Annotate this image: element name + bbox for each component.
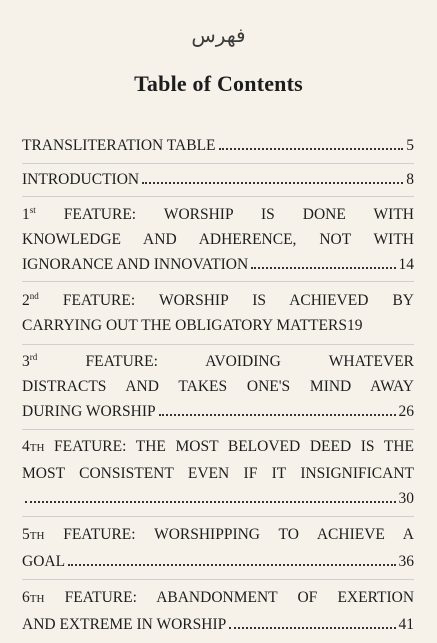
feature-number: 3 bbox=[22, 353, 30, 370]
page-number: 26 bbox=[398, 403, 414, 420]
dot-leader bbox=[25, 501, 396, 503]
toc-entry-feature-4[interactable] bbox=[22, 430, 414, 517]
entry-line bbox=[22, 202, 414, 227]
toc-entry-feature-1[interactable] bbox=[22, 197, 414, 282]
dot-leader bbox=[68, 564, 395, 566]
entry-line bbox=[22, 288, 414, 313]
entry-line: MOST CONSISTENT EVEN IF IT INSIGNIFICANT bbox=[22, 465, 414, 482]
ordinal-suffix: TH bbox=[29, 593, 45, 605]
feature-number: 6 bbox=[22, 589, 30, 606]
entry-title-line: FEATURE: WORSHIP IS DONE WITH bbox=[63, 206, 414, 223]
page-number: 14 bbox=[398, 256, 414, 273]
toc-list bbox=[22, 128, 414, 643]
dot-leader bbox=[219, 148, 404, 150]
toc-entry-feature-2[interactable] bbox=[22, 282, 414, 345]
ordinal-suffix: nd bbox=[29, 290, 39, 301]
entry-title-line: IGNORANCE AND INNOVATION bbox=[22, 256, 249, 273]
toc-entry-transliteration[interactable] bbox=[22, 128, 414, 164]
dot-leader bbox=[142, 182, 403, 184]
ordinal-suffix: TH bbox=[29, 530, 45, 542]
dot-leader bbox=[229, 627, 395, 629]
entry-title-line: DURING WORSHIP bbox=[22, 403, 156, 420]
entry-title: TRANSLITERATION TABLE bbox=[22, 137, 216, 154]
entry-title-line: FEATURE: AVOIDING WHATEVER bbox=[85, 353, 414, 370]
entry-title: INTRODUCTION bbox=[22, 171, 140, 188]
toc-entry-introduction[interactable] bbox=[22, 164, 414, 197]
ordinal-suffix: rd bbox=[29, 351, 38, 362]
dot-leader bbox=[159, 414, 396, 416]
page-number: 41 bbox=[398, 616, 414, 633]
entry-line bbox=[22, 313, 414, 338]
feature-number: 4 bbox=[22, 438, 30, 455]
toc-entry-feature-6[interactable] bbox=[22, 580, 414, 643]
ordinal-suffix: TH bbox=[29, 442, 45, 454]
entry-title-line: AND EXTREME IN WORSHIP bbox=[22, 616, 227, 633]
entry-title-line: FEATURE: WORSHIPPING TO ACHIEVE A bbox=[63, 526, 414, 543]
page-number: 8 bbox=[406, 171, 414, 188]
entry-title-line: FEATURE: WORSHIP IS ACHIEVED BY bbox=[62, 292, 414, 309]
entry-line bbox=[22, 522, 414, 549]
page-number: 30 bbox=[398, 490, 414, 507]
page-number: 19 bbox=[346, 317, 363, 334]
entry-line bbox=[22, 349, 414, 374]
page-number: 36 bbox=[398, 553, 414, 570]
entry-line: KNOWLEDGE AND ADHERENCE, NOT WITH bbox=[22, 231, 414, 248]
entry-title-line: GOAL bbox=[22, 553, 66, 570]
feature-number: 2 bbox=[22, 292, 30, 309]
arabic-calligraphy-heading: فهرس bbox=[191, 25, 246, 47]
toc-entry-feature-3[interactable] bbox=[22, 345, 414, 430]
ordinal-suffix: st bbox=[29, 204, 36, 215]
dot-leader bbox=[251, 267, 395, 269]
feature-number: 1 bbox=[22, 206, 30, 223]
entry-title-line: FEATURE: THE MOST BELOVED DEED IS THE bbox=[54, 438, 414, 455]
entry-line bbox=[22, 585, 414, 612]
entry-line: DISTRACTS AND TAKES ONE'S MIND AWAY bbox=[22, 378, 414, 395]
entry-line bbox=[22, 434, 414, 461]
entry-title-line: FEATURE: ABANDONMENT OF EXERTION bbox=[64, 589, 414, 606]
page-title: Table of Contents bbox=[134, 71, 303, 96]
feature-number: 5 bbox=[22, 526, 30, 543]
entry-title-line: CARRYING OUT THE OBLIGATORY MATTERS bbox=[22, 317, 347, 334]
toc-entry-feature-5[interactable] bbox=[22, 517, 414, 580]
page-number: 5 bbox=[406, 137, 414, 154]
